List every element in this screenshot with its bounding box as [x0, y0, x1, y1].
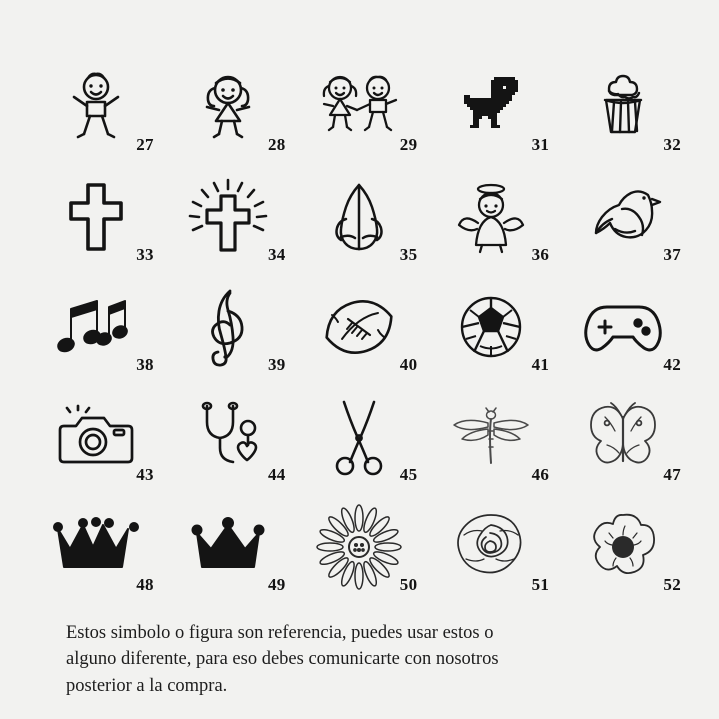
symbol-cell[interactable]	[294, 55, 426, 159]
caption-line-3: posterior a la compra.	[66, 675, 228, 696]
poppy-flower-icon	[580, 508, 666, 586]
symbol-cell[interactable]	[30, 165, 162, 269]
symbol-number: 32	[663, 135, 681, 154]
symbol-cell[interactable]	[162, 165, 294, 269]
shining-cross-icon	[185, 178, 271, 256]
symbol-number: 42	[663, 355, 681, 374]
boy-stick-figure-icon	[53, 68, 139, 146]
symbol-cell[interactable]	[557, 385, 689, 489]
symbol-cell[interactable]	[294, 495, 426, 599]
symbol-cell[interactable]	[162, 385, 294, 489]
symbol-number: 47	[663, 465, 681, 484]
caption-line-1: Estos simbolo o figura son referencia, puedes usar estos o	[66, 623, 494, 643]
symbol-cell[interactable]	[294, 275, 426, 379]
scissors-icon	[316, 398, 402, 476]
symbol-number: 33	[136, 245, 154, 264]
boy-and-girl-holding-hands-icon	[316, 68, 402, 146]
symbol-cell[interactable]	[425, 495, 557, 599]
symbol-number: 48	[136, 575, 154, 594]
stethoscope-heart-icon	[185, 398, 271, 476]
symbol-cell[interactable]	[30, 275, 162, 379]
symbol-cell[interactable]	[294, 165, 426, 269]
symbol-cell[interactable]	[557, 495, 689, 599]
rose-flower-icon	[448, 508, 534, 586]
crown-three-points-icon	[185, 508, 271, 586]
dragonfly-icon	[448, 398, 534, 476]
symbol-cell[interactable]	[162, 275, 294, 379]
daisy-flower-icon	[316, 508, 402, 586]
symbol-number: 49	[267, 575, 286, 594]
symbol-number: 50	[399, 575, 418, 594]
treble-clef-icon	[185, 288, 271, 366]
symbol-number: 52	[663, 575, 681, 594]
symbol-number: 29	[399, 135, 418, 154]
symbol-cell[interactable]	[162, 55, 294, 159]
symbol-cell[interactable]	[425, 275, 557, 379]
symbol-number: 34	[267, 245, 286, 264]
game-controller-icon	[580, 288, 666, 366]
symbol-cell[interactable]	[30, 495, 162, 599]
caption-text	[66, 620, 679, 699]
symbol-number: 45	[399, 465, 418, 484]
symbol-number: 43	[136, 465, 154, 484]
praying-hands-icon	[316, 178, 402, 256]
american-football-icon	[316, 288, 402, 366]
symbol-cell[interactable]	[30, 385, 162, 489]
music-notes-icon	[53, 288, 139, 366]
symbol-number: 35	[399, 245, 418, 264]
symbol-number: 36	[531, 245, 550, 264]
crown-five-points-icon	[53, 508, 139, 586]
symbol-number: 28	[267, 135, 286, 154]
symbol-number: 46	[531, 465, 550, 484]
symbol-number: 44	[267, 465, 286, 484]
dove-icon	[580, 178, 666, 256]
symbol-number: 51	[531, 575, 550, 594]
symbol-number: 31	[531, 135, 550, 154]
symbol-number: 27	[136, 135, 154, 154]
symbol-cell[interactable]	[294, 385, 426, 489]
symbol-number: 38	[136, 355, 154, 374]
pixel-dinosaur-icon	[448, 68, 534, 146]
camera-icon	[53, 398, 139, 476]
symbol-cell[interactable]	[425, 165, 557, 269]
cupcake-icon	[580, 68, 666, 146]
symbol-number: 41	[531, 355, 550, 374]
symbol-cell[interactable]	[557, 275, 689, 379]
symbol-cell[interactable]	[425, 55, 557, 159]
symbol-cell[interactable]	[425, 385, 557, 489]
caption-line-2: alguno diferente, para eso debes comunicarte con nosotros	[66, 649, 499, 670]
symbol-number: 39	[267, 355, 286, 374]
symbol-number: 40	[399, 355, 418, 374]
symbol-grid	[30, 55, 689, 599]
symbol-cell[interactable]	[557, 55, 689, 159]
girl-stick-figure-icon	[185, 68, 271, 146]
butterfly-icon	[580, 398, 666, 476]
symbol-number: 37	[663, 245, 681, 264]
symbol-cell[interactable]	[30, 55, 162, 159]
symbol-cell[interactable]	[557, 165, 689, 269]
angel-icon	[448, 178, 534, 256]
soccer-ball-icon	[448, 288, 534, 366]
cross-icon	[53, 178, 139, 256]
symbol-cell[interactable]	[162, 495, 294, 599]
